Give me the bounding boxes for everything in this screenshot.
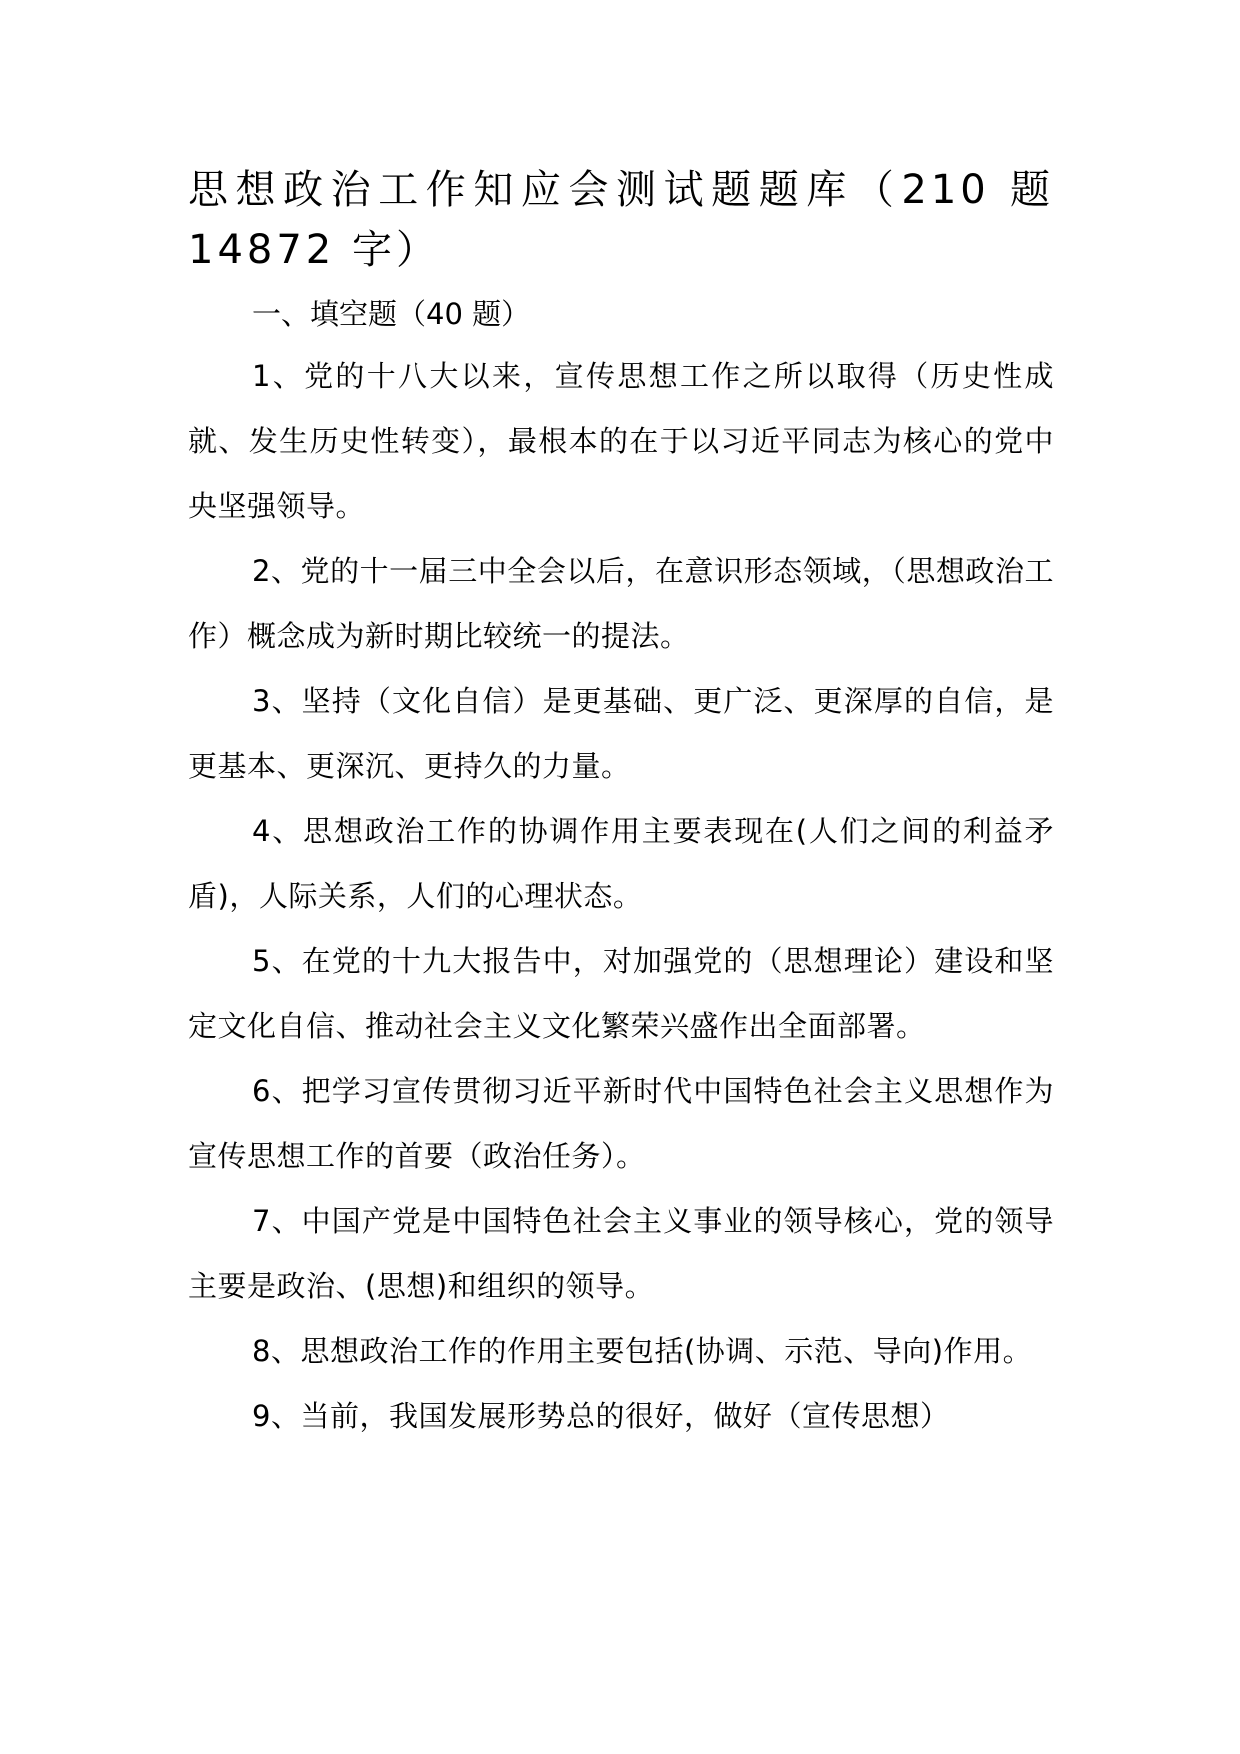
question-item: 4、思想政治工作的协调作用主要表现在(人们之间的利益矛盾)，人际关系，人们的心理状态。 — [188, 814, 1054, 913]
question-item: 5、在党的十九大报告中，对加强党的（思想理论）建设和坚定文化自信、推动社会主义文化繁荣兴盛作出全面部署。 — [188, 944, 1054, 1043]
question-item: 3、坚持（文化自信）是更基础、更广泛、更深厚的自信，是更基本、更深沉、更持久的力量。 — [188, 684, 1054, 783]
question-item: 1、党的十八大以来，宣传思想工作之所以取得（历史性成就、发生历史性转变），最根本的在于以习近平同志为核心的党中央坚强领导。 — [188, 359, 1054, 523]
question-item: 8、思想政治工作的作用主要包括(协调、示范、导向)作用。 — [252, 1334, 1033, 1368]
document-title: 思想政治工作知应会测试题题库（210 题 14872 字） — [188, 167, 1054, 273]
question-item: 2、党的十一届三中全会以后，在意识形态领域，（思想政治工作）概念成为新时期比较统一的提法。 — [188, 554, 1054, 653]
section-heading: 一、填空题（40 题） — [252, 297, 531, 331]
question-item: 7、中国产党是中国特色社会主义事业的领导核心，党的领导主要是政治、(思想)和组织的领导。 — [188, 1204, 1054, 1303]
question-item: 6、把学习宣传贯彻习近平新时代中国特色社会主义思想作为宣传思想工作的首要（政治任务）。 — [188, 1074, 1054, 1173]
document-page — [188, 160, 1054, 1449]
question-item: 9、当前，我国发展形势总的很好，做好（宣传思想） — [252, 1399, 950, 1433]
